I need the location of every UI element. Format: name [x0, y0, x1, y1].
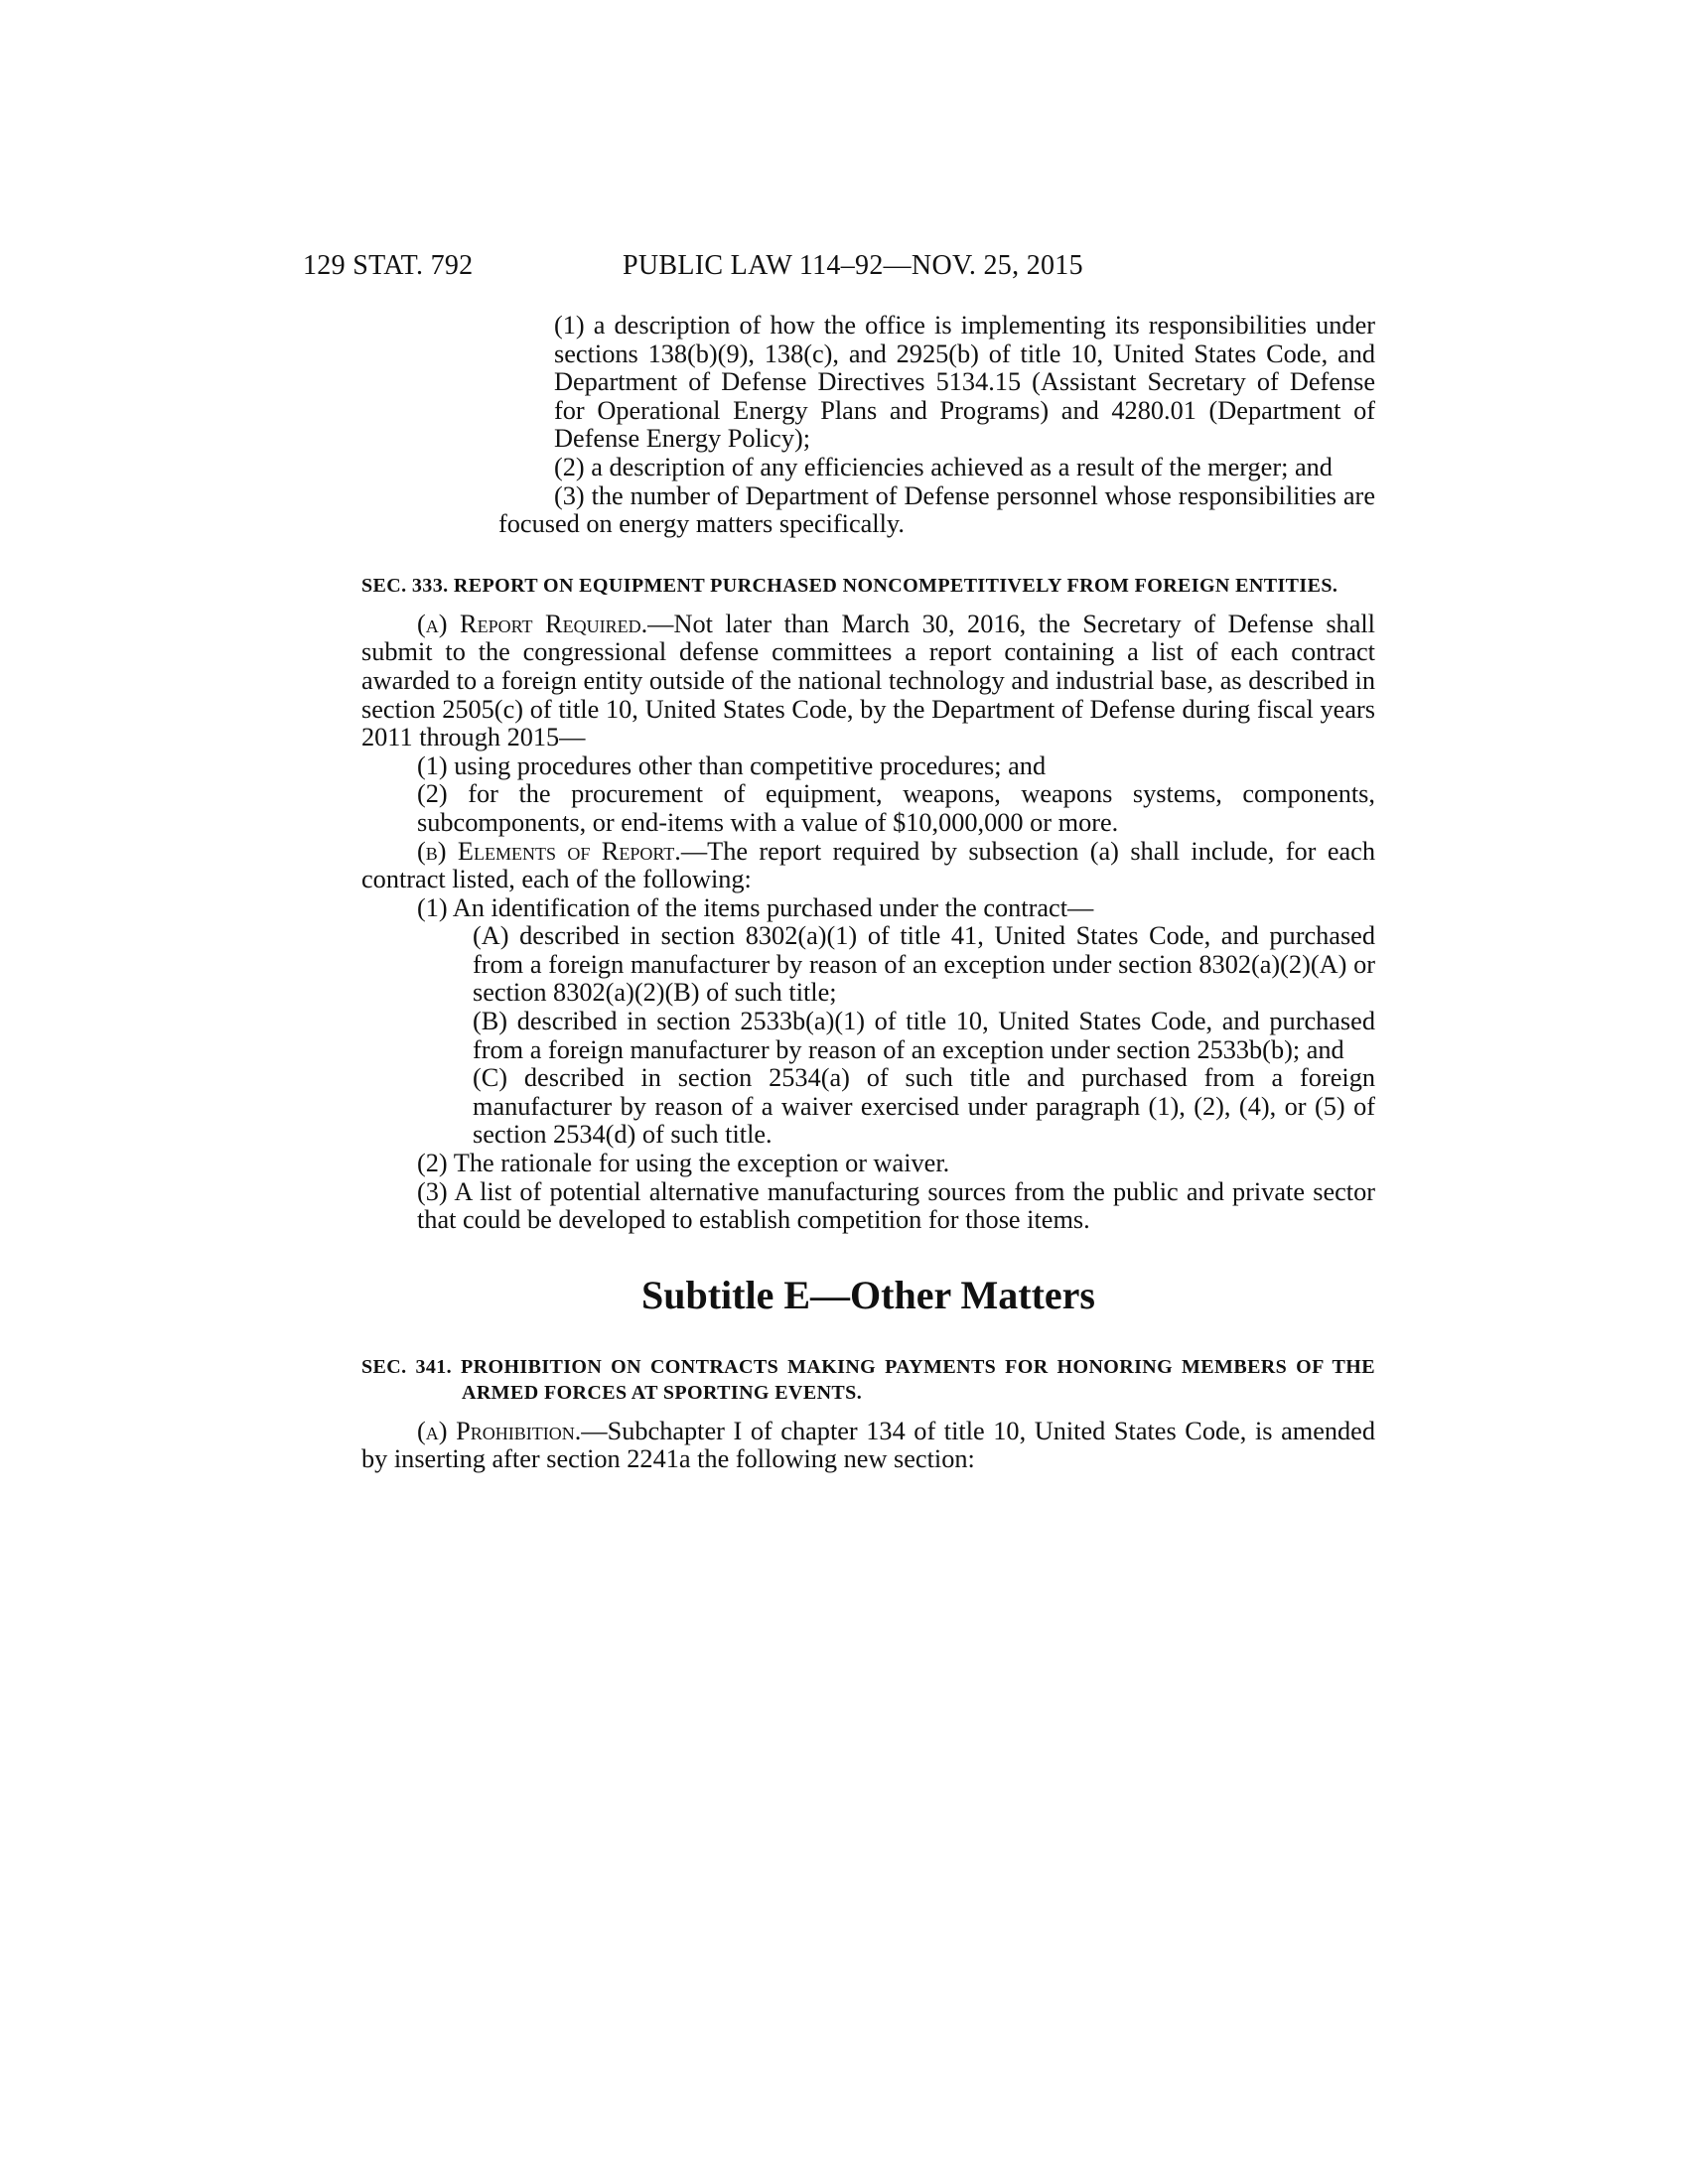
continued-item-1: (1) a description of how the office is implementing its responsibilities under sections 138(b)(9), 138(c), and 2925(b) of title 10, United States Code, and Department of Defense Directives 5134.15 (Assistant Secretary of Defense for Operational Energy Plans and Programs) and 4280.01 (Department of Defense Energy Policy);: [554, 311, 1375, 454]
paragraph-b3: [361, 1178, 1375, 1235]
continued-item-3: (3) the number of Department of Defense personnel whose responsibilities are focused on energy matters specifically.: [498, 480, 1375, 539]
section-333-heading: SEC. 333. REPORT ON EQUIPMENT PURCHASED NONCOMPETITIVELY FROM FOREIGN ENTITIES.: [361, 574, 1338, 597]
section-341-subsection-a-text: —Subchapter I of chapter 134 of title 10, United States Code, is amended by inserting after section 2241a the following new section:: [361, 1416, 1375, 1474]
paragraph-b1: [361, 894, 1375, 923]
subsection-a-text: —Not later than March 30, 2016, the Secretary of Defense shall submit to the congressional defense committees a report containing a list of each contract awarded to a foreign entity outside of the national technology and industrial base, as described in section 2505(c) of title 10, United States Code, by the Department of Defense during fiscal years 2011 through 2015—: [361, 609, 1375, 752]
paragraph-b2: [361, 1150, 1375, 1178]
subparagraph-b1B: [361, 1008, 1375, 1064]
subsection-a-label: (a) Report Required.: [417, 609, 648, 638]
list-item: [498, 312, 1375, 454]
list-item: [498, 454, 1375, 482]
paragraph-a1: [361, 752, 1375, 781]
list-item: [498, 482, 1375, 539]
subparagraph-b1B-text: (B) described in section 2533b(a)(1) of title 10, United States Code, and purchased from a foreign manufacturer by reason of an exception under section 2533b(b); and: [473, 1007, 1375, 1064]
paragraph-b3-text: (3) A list of potential alternative manufacturing sources from the public and private sector that could be developed to establish competition for those items.: [417, 1176, 1375, 1235]
statute-page-reference: 129 STAT. 792: [303, 250, 474, 281]
document-body: [361, 311, 1375, 1474]
paragraph-a2-text: (2) for the procurement of equipment, weapons, weapons systems, components, subcomponents, or end-items with a value of $10,000,000 or more.: [417, 779, 1375, 837]
subtitle-heading: Subtitle E—Other Matters: [641, 1272, 1095, 1317]
paragraph-a2: [361, 780, 1375, 837]
subsection-b-text: —The report required by subsection (a) shall include, for each contract listed, each of the following:: [361, 836, 1375, 894]
subsection-b: [361, 838, 1375, 894]
paragraph-b2-text: (2) The rationale for using the exception or waiver.: [417, 1149, 950, 1178]
section-341-subsection-a: [361, 1418, 1375, 1474]
paragraph-a1-text: (1) using procedures other than competitive procedures; and: [417, 751, 1047, 780]
running-header: PUBLIC LAW 114–92—NOV. 25, 2015: [623, 250, 1083, 281]
subsection-a: [361, 611, 1375, 752]
section-333-body: [361, 611, 1375, 1474]
subparagraph-b1A-text: (A) described in section 8302(a)(1) of title 41, United States Code, and purchased from a foreign manufacturer by reason of an exception under section 8302(a)(2)(A) or section 8302(a)(2)(B) of such title;: [473, 921, 1375, 1008]
subparagraph-b1C: [361, 1064, 1375, 1150]
subsection-b-label: (b) Elements of Report.: [417, 836, 681, 866]
section-341-subsection-a-label: (a) Prohibition.: [417, 1416, 582, 1445]
subparagraph-b1C-text: (C) described in section 2534(a) of such title and purchased from a foreign manufacturer by reason of a waiver exercised under paragraph (1), (2), (4), or (5) of section 2534(d) of such title.: [473, 1063, 1375, 1150]
paragraph-b1-text: (1) An identification of the items purchased under the contract—: [417, 892, 1094, 922]
section-341-heading: SEC. 341. PROHIBITION ON CONTRACTS MAKING PAYMENTS FOR HONORING MEMBERS OF THE ARMED FORCES AT SPORTING EVENTS.: [361, 1355, 1375, 1404]
continued-item-2: (2) a description of any efficiencies achieved as a result of the merger; and: [554, 452, 1333, 481]
subparagraph-b1A: [361, 922, 1375, 1008]
